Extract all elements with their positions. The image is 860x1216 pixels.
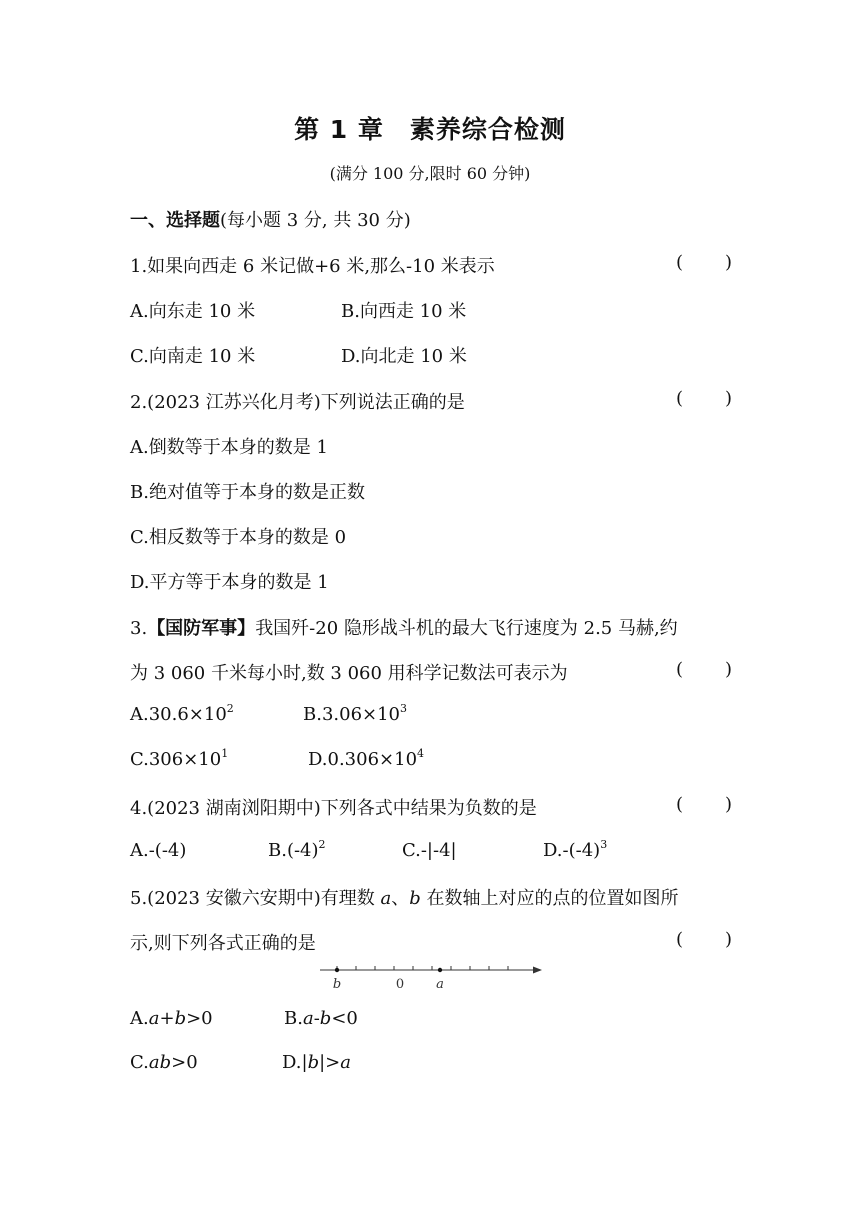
question-3-option-b[interactable]: $B.3.06\times 10^3$ [303, 702, 408, 725]
question-3-option-c[interactable]: $C.306\times 10^1$ [130, 747, 229, 770]
question-5-option-a[interactable]: A.a+b>0 [130, 1008, 213, 1029]
topic-tag: 【国防军事】 [147, 618, 256, 639]
question-4-option-d[interactable]: $D.-(-4)^3$ [543, 838, 608, 861]
point-a [438, 968, 442, 972]
question-4-option-b[interactable]: $B.(-4)^2$ [268, 838, 326, 861]
question-1-answer-blank[interactable]: ( ) [676, 252, 732, 273]
question-2-answer-blank[interactable]: ( ) [676, 388, 732, 409]
question-4-answer-blank[interactable]: ( ) [676, 794, 732, 815]
question-5-answer-blank[interactable]: ( ) [676, 929, 732, 950]
question-2-option-b[interactable]: B.绝对值等于本身的数是正数 [130, 482, 365, 503]
question-5-option-d[interactable]: D.|b|>a [282, 1052, 351, 1073]
page-title: 第 1 章 素养综合检测 [294, 115, 566, 144]
label-a: a [436, 977, 444, 992]
number-line-figure [318, 960, 544, 992]
question-3-stem-line-1: 3.【国防军事】我国歼-20 隐形战斗机的最大飞行速度为 2.5 马赫,约 [130, 618, 678, 639]
question-4-option-c[interactable]: C.-|-4| [402, 840, 457, 861]
question-1-option-a[interactable]: A.向东走 10 米 [130, 301, 256, 322]
question-5-stem-line-1: 5.(2023 安徽六安期中)有理数 a、b 在数轴上对应的点的位置如图所 [130, 888, 679, 909]
label-zero: 0 [395, 977, 405, 992]
page-subtitle: (满分 100 分,限时 60 分钟) [329, 164, 531, 183]
question-2-stem: 2.(2023 江苏兴化月考)下列说法正确的是 [130, 392, 465, 413]
question-2-option-d[interactable]: D.平方等于本身的数是 1 [130, 572, 329, 593]
question-1-option-d[interactable]: D.向北走 10 米 [341, 346, 467, 367]
question-1-option-c[interactable]: C.向南走 10 米 [130, 346, 256, 367]
section-heading [130, 206, 411, 232]
question-4-stem: 4.(2023 湖南浏阳期中)下列各式中结果为负数的是 [130, 798, 537, 819]
question-3-option-a[interactable]: $A.30.6\times 10^2$ [130, 702, 234, 725]
label-b: b [332, 977, 342, 992]
question-3-answer-blank[interactable]: ( ) [676, 659, 732, 680]
question-5-stem-line-2: 示,则下列各式正确的是 [130, 933, 316, 954]
point-b [335, 968, 339, 972]
question-1-option-b[interactable]: B.向西走 10 米 [341, 301, 467, 322]
section-title: 一、选择题 [130, 210, 220, 231]
question-3-stem-line-2: 为 3 060 千米每小时,数 3 060 用科学记数法可表示为 [130, 663, 568, 684]
number-line-ticks [337, 966, 508, 970]
question-5-option-b[interactable]: B.a-b<0 [284, 1008, 358, 1029]
question-1-stem: 1.如果向西走 6 米记做+6 米,那么-10 米表示 [130, 256, 495, 277]
question-2-option-a[interactable]: A.倒数等于本身的数是 1 [130, 437, 328, 458]
question-5-option-c[interactable]: C.ab>0 [130, 1052, 198, 1073]
question-4-option-a[interactable]: A.-(-4) [130, 840, 187, 861]
question-3-option-d[interactable]: $D.0.306\times 10^4$ [308, 747, 425, 770]
section-note: (每小题 3 分, 共 30 分) [220, 210, 411, 231]
question-2-option-c[interactable]: C.相反数等于本身的数是 0 [130, 527, 347, 548]
arrow-right-icon [533, 967, 542, 974]
